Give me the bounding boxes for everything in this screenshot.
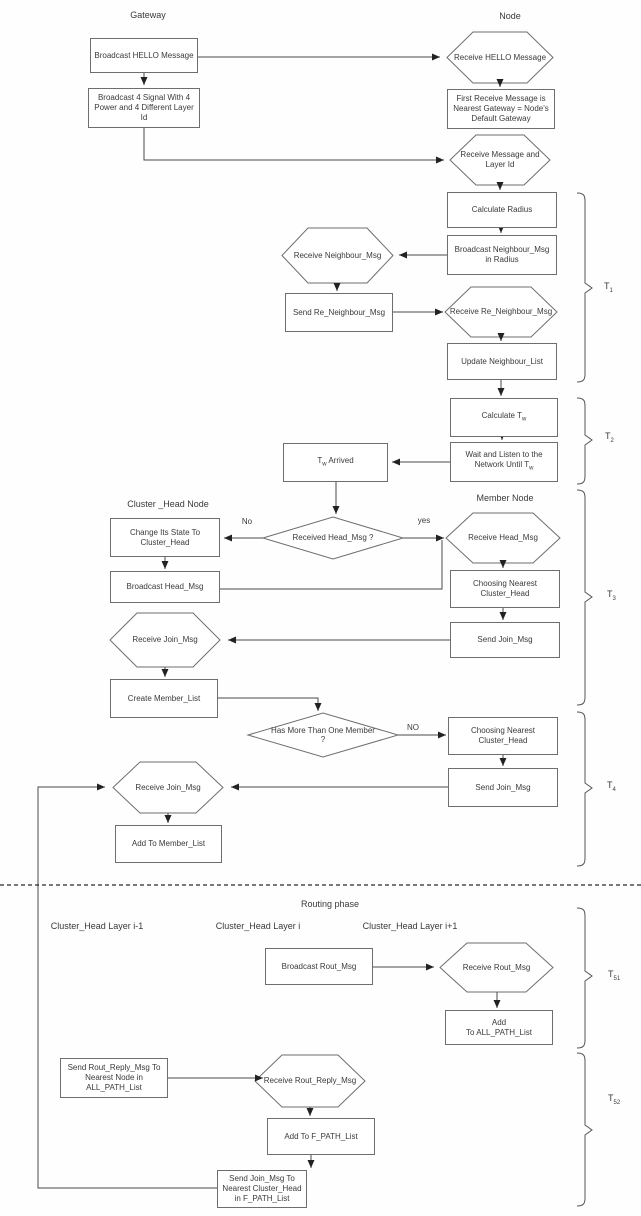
column-title-layer-i-minus-1: Cluster_Head Layer i-1 <box>50 921 144 931</box>
bracket-t52 <box>577 1053 592 1206</box>
box-broadcast-head-msg: Broadcast Head_Msg <box>110 571 220 603</box>
box-calculate-tw: Calculate $T_w$ <box>450 398 558 437</box>
edge-signal-to-layer <box>144 128 444 160</box>
box-first-receive-default-gateway: First Receive Message is Nearest Gateway = Node's Default Gateway <box>447 89 555 129</box>
phase-label-t2: $T_2$ <box>605 431 614 444</box>
box-choosing-nearest-cluster-head-t3: Choosing Nearest Cluster_Head <box>450 570 560 608</box>
bracket-t4 <box>577 712 592 866</box>
bracket-t3 <box>577 490 592 705</box>
bracket-t2 <box>577 398 592 484</box>
box-calculate-radius: Calculate Radius <box>447 192 557 228</box>
hexagon-label-receive-hello: Receive HELLO Message <box>453 52 547 62</box>
diamond-label-more-than-one-member: Has More Than One Member ? <box>271 725 375 744</box>
hexagon-label-receive-rout-reply: Receive Rout_Reply_Msg <box>263 1076 357 1085</box>
bracket-t1 <box>577 193 592 382</box>
hexagon-label-receive-re-neighbour: Receive Re_Neighbour_Msg <box>449 307 553 316</box>
column-title-member-node: Member Node <box>476 493 534 503</box>
phase-label-t4: $T_4$ <box>607 780 616 793</box>
box-choosing-nearest-cluster-head-t4: Choosing Nearest Cluster_Head <box>448 717 558 755</box>
edge-label-yes: yes <box>417 516 431 525</box>
hexagon-label-receive-join-t3: Receive Join_Msg <box>132 635 198 644</box>
box-broadcast-neighbour-msg: Broadcast Neighbour_Msg in Radius <box>447 235 557 275</box>
column-title-layer-i-plus-1: Cluster_Head Layer i+1 <box>362 921 458 931</box>
box-update-neighbour-list: Update Neighbour_List <box>447 343 557 380</box>
phase-label-t51: $T_{51}$ <box>608 969 621 982</box>
column-title-cluster-head-node: Cluster _Head Node <box>127 499 209 509</box>
box-send-re-neighbour-msg: Send Re_Neighbour_Msg <box>285 293 393 332</box>
box-add-to-f-path-list: Add To F_PATH_List <box>267 1118 375 1155</box>
column-title-node: Node <box>499 11 521 21</box>
hexagon-label-receive-neighbour: Receive Neighbour_Msg <box>293 250 382 260</box>
hexagon-label-receive-head: Receive Head_Msg <box>468 533 538 542</box>
box-change-state-cluster-head: Change Its State To Cluster_Head <box>110 518 220 557</box>
phase-label-t52: $T_{52}$ <box>608 1093 621 1106</box>
edge-label-no-caps: NO <box>407 723 419 732</box>
box-add-to-member-list: Add To Member_List <box>115 825 222 863</box>
box-broadcast-rout-msg: Broadcast Rout_Msg <box>265 948 373 985</box>
column-title-gateway: Gateway <box>130 10 166 20</box>
bracket-t51 <box>577 908 592 1048</box>
box-tw-arrived: $T_w$ Arrived <box>283 443 388 482</box>
box-wait-listen-until-tw: Wait and Listen to the Network Until $T_w$ <box>450 442 558 482</box>
box-send-join-msg-t3: Send Join_Msg <box>450 622 560 658</box>
box-add-to-all-path-list: Add To ALL_PATH_List <box>445 1010 553 1045</box>
box-broadcast-4-signal: Broadcast 4 Signal With 4 Power and 4 Different Layer Id <box>88 88 200 128</box>
phase-label-t3: $T_3$ <box>607 589 616 602</box>
box-send-join-msg-final: Send Join_Msg To Nearest Cluster_Head in F_PATH_List <box>217 1170 307 1208</box>
hexagon-label-receive-rout: Receive Rout_Msg <box>462 962 531 972</box>
box-broadcast-hello: Broadcast HELLO Message <box>90 38 198 73</box>
edge-label-no: No <box>241 517 253 526</box>
edge-create-member-to-diamond <box>218 698 318 711</box>
hexagon-label-receive-join-t4: Receive Join_Msg <box>135 782 201 792</box>
section-title-routing-phase: Routing phase <box>300 899 360 909</box>
hexagon-label-receive-message-layer: Receive Message and Layer Id <box>460 150 540 169</box>
box-create-member-list: Create Member_List <box>110 679 218 718</box>
column-title-layer-i: Cluster_Head Layer i <box>215 921 301 931</box>
phase-label-t1: $T_1$ <box>604 281 613 294</box>
diamond-label-received-head-msg: Received Head_Msg ? <box>292 533 374 543</box>
box-send-join-msg-t4: Send Join_Msg <box>448 768 558 807</box>
box-send-rout-reply-msg: Send Rout_Reply_Msg To Nearest Node in ALL_PATH_List <box>60 1058 168 1098</box>
